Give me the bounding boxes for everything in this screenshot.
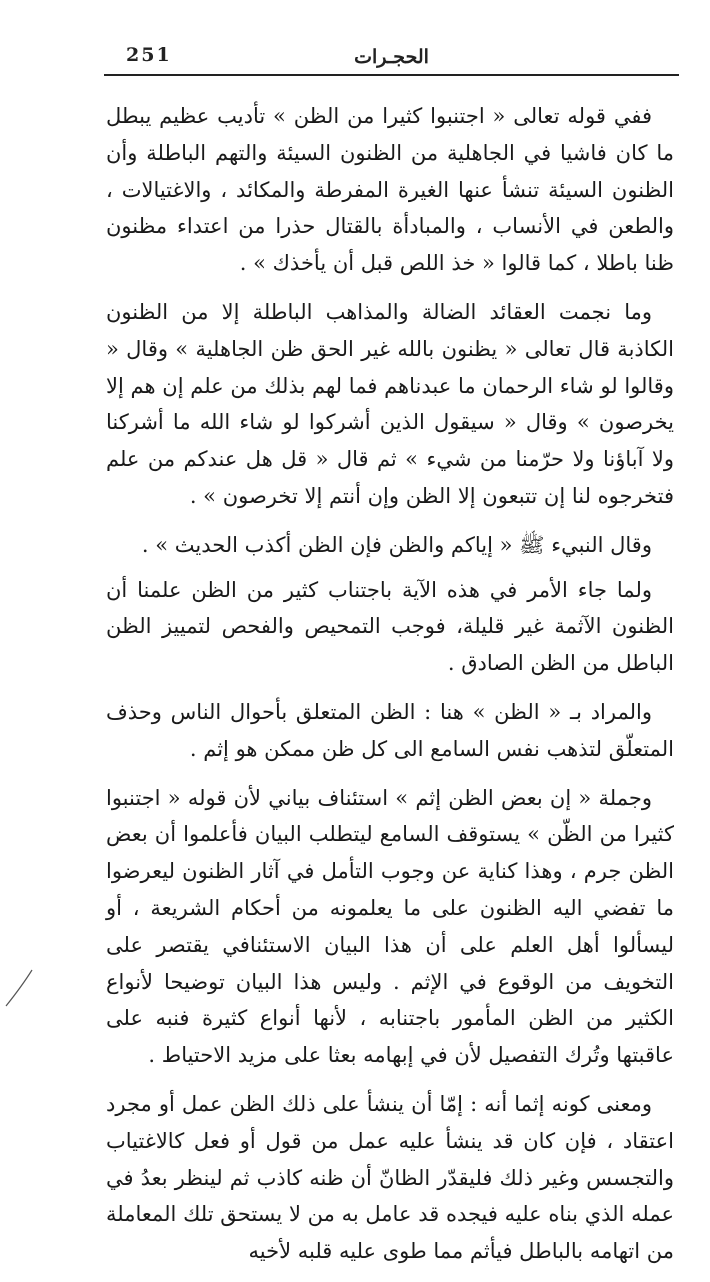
paragraph-1: ففي قوله تعالى « اجتنبوا كثيرا من الظن » تأديب عظيم يبطل ما كان فاشيا في الجاهلية من الظنون السيئة والتهم الباطلة وأن الظنون السيئة تنشأ عنها الغيرة المفرطة والمكائد ، والاغتيالات ، والطعن في الأنساب ، والمبادأة بالقتال حذرا من اعتداء مظنون ظنا باطلا ، كما قالوا « خذ اللص قبل أن يأخذك » . [106, 104, 674, 276]
paragraph-2: وما نجمت العقائد الضالة والمذاهب الباطلة إلا من الظنون الكاذبة قال تعالى « يظنون بالله غير الحق ظن الجاهلية » وقال « وقالوا لو شاء الرحمان ما عبدناهم فما لهم بذلك من علم إن هم إلا يخرصون » وقال « سيقول الذين أشركوا لو شاء الله ما أشركنا ولا آباؤنا ولا حرّمنا من شيء » ثم قال « قل هل عندكم من علم فتخرجوه لنا إن تتبعون إلا الظن وإن أنتم إلا تخرصون » . [106, 299, 674, 508]
header-rule [104, 74, 679, 76]
paragraph-6: وجملة « إن بعض الظن إثم » استئناف بياني لأن قوله « اجتنبوا كثيرا من الظّن » يستوقف السامع ليتطلب البيان فأعلموا أن بعض الظن جرم ، وهذا كناية عن وجوب التأمل في آثار الظنون ليعرضوا ما تفضي اليه الظنون على ما يعلمونه من أحكام الشريعة ، أو ليسألوا أهل العلم على أن هذا البيان الاستئنافي يقتصر على التخويف من الوقوع في الإثم . وليس هذا البيان توضيحا لأنواع الكثير من الظن المأمور باجتنابه ، لأنها أنواع كثيرة فنبه على عاقبتها وتُرك التفصيل لأن في إبهامه بعثا على مزيد الاحتياط . [106, 785, 674, 1068]
body-text [106, 98, 674, 1282]
running-title: الحجـرات [354, 46, 429, 68]
paragraph-4: ولما جاء الأمر في هذه الآية باجتناب كثير من الظن علمنا أن الظنون الآثمة غير قليلة، فوجب التمحيص والفحص لتمييز الظن الباطل من الظن الصادق . [106, 577, 674, 676]
page-number: 251 [126, 44, 172, 66]
page-header [104, 38, 679, 76]
paragraph-3: وقال النبيء ﷺ « إياكم والظن فإن الظن أكذب الحديث » . [141, 532, 652, 557]
paragraph-7: ومعنى كونه إثما أنه : إمّا أن ينشأ على ذلك الظن عمل أو مجرد اعتقاد ، فإن كان قد ينشأ عليه عمل من قول أو فعل كالاغتياب والتجسس وغير ذلك فليقدّر الظانّ أن ظنه كاذب ثم لينظر بعدُ في عمله الذي بناه عليه فيجده قد عامل به من لا يستحق تلك المعاملة من اتهامه بالباطل فيأثم مما طوى عليه قلبه لأخيه [106, 1091, 674, 1264]
paragraph-5: والمراد بـ « الظن » هنا : الظن المتعلق بأحوال الناس وحذف المتعلّق لتذهب نفس السامع الى كل ظن ممكن هو إثم . [106, 699, 674, 761]
margin-pen-mark [4, 968, 34, 1008]
